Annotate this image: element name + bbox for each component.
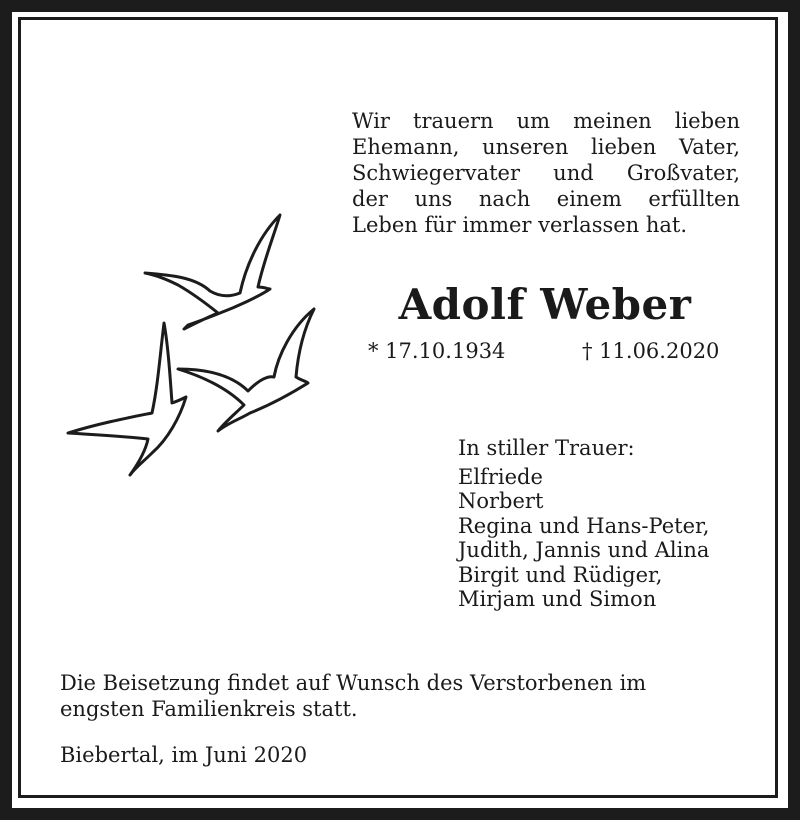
bird-upper-icon bbox=[145, 215, 280, 329]
mourner-name: Judith, Jannis und Alina bbox=[458, 538, 710, 562]
flying-birds-icon bbox=[60, 205, 330, 485]
notice-line: engsten Familienkreis statt. bbox=[60, 697, 358, 721]
intro-line: Wir trauern um meinen lieben bbox=[352, 109, 740, 133]
mourner-name: Elfriede bbox=[458, 464, 543, 489]
deceased-name: Adolf Weber bbox=[398, 280, 692, 329]
intro-line: der uns nach einem erfüllten bbox=[352, 187, 740, 211]
mourner-name: Regina und Hans-Peter, bbox=[458, 513, 710, 538]
funeral-notice bbox=[60, 670, 700, 722]
mourners-list bbox=[458, 436, 709, 612]
intro-text bbox=[352, 108, 740, 238]
mourner-name: Birgit und Rüdiger, bbox=[458, 562, 663, 587]
mourners-heading: In stiller Trauer: bbox=[458, 436, 635, 460]
intro-line: Schwiegervater und Großvater, bbox=[352, 161, 740, 185]
intro-line: Leben für immer verlassen hat. bbox=[352, 213, 688, 237]
notice-line: Die Beisetzung findet auf Wunsch des Verstorbenen im bbox=[60, 671, 647, 695]
bird-lower-left-icon bbox=[68, 323, 186, 475]
mourner-name: Norbert bbox=[458, 489, 544, 513]
birth-date: * 17.10.1934 bbox=[368, 339, 506, 363]
mourner-name: Mirjam und Simon bbox=[458, 587, 657, 611]
place-and-date: Biebertal, im Juni 2020 bbox=[60, 743, 308, 767]
death-date: † 11.06.2020 bbox=[582, 339, 720, 363]
intro-line: Ehemann, unseren lieben Vater, bbox=[352, 135, 740, 159]
bird-lower-right-icon bbox=[178, 309, 314, 431]
